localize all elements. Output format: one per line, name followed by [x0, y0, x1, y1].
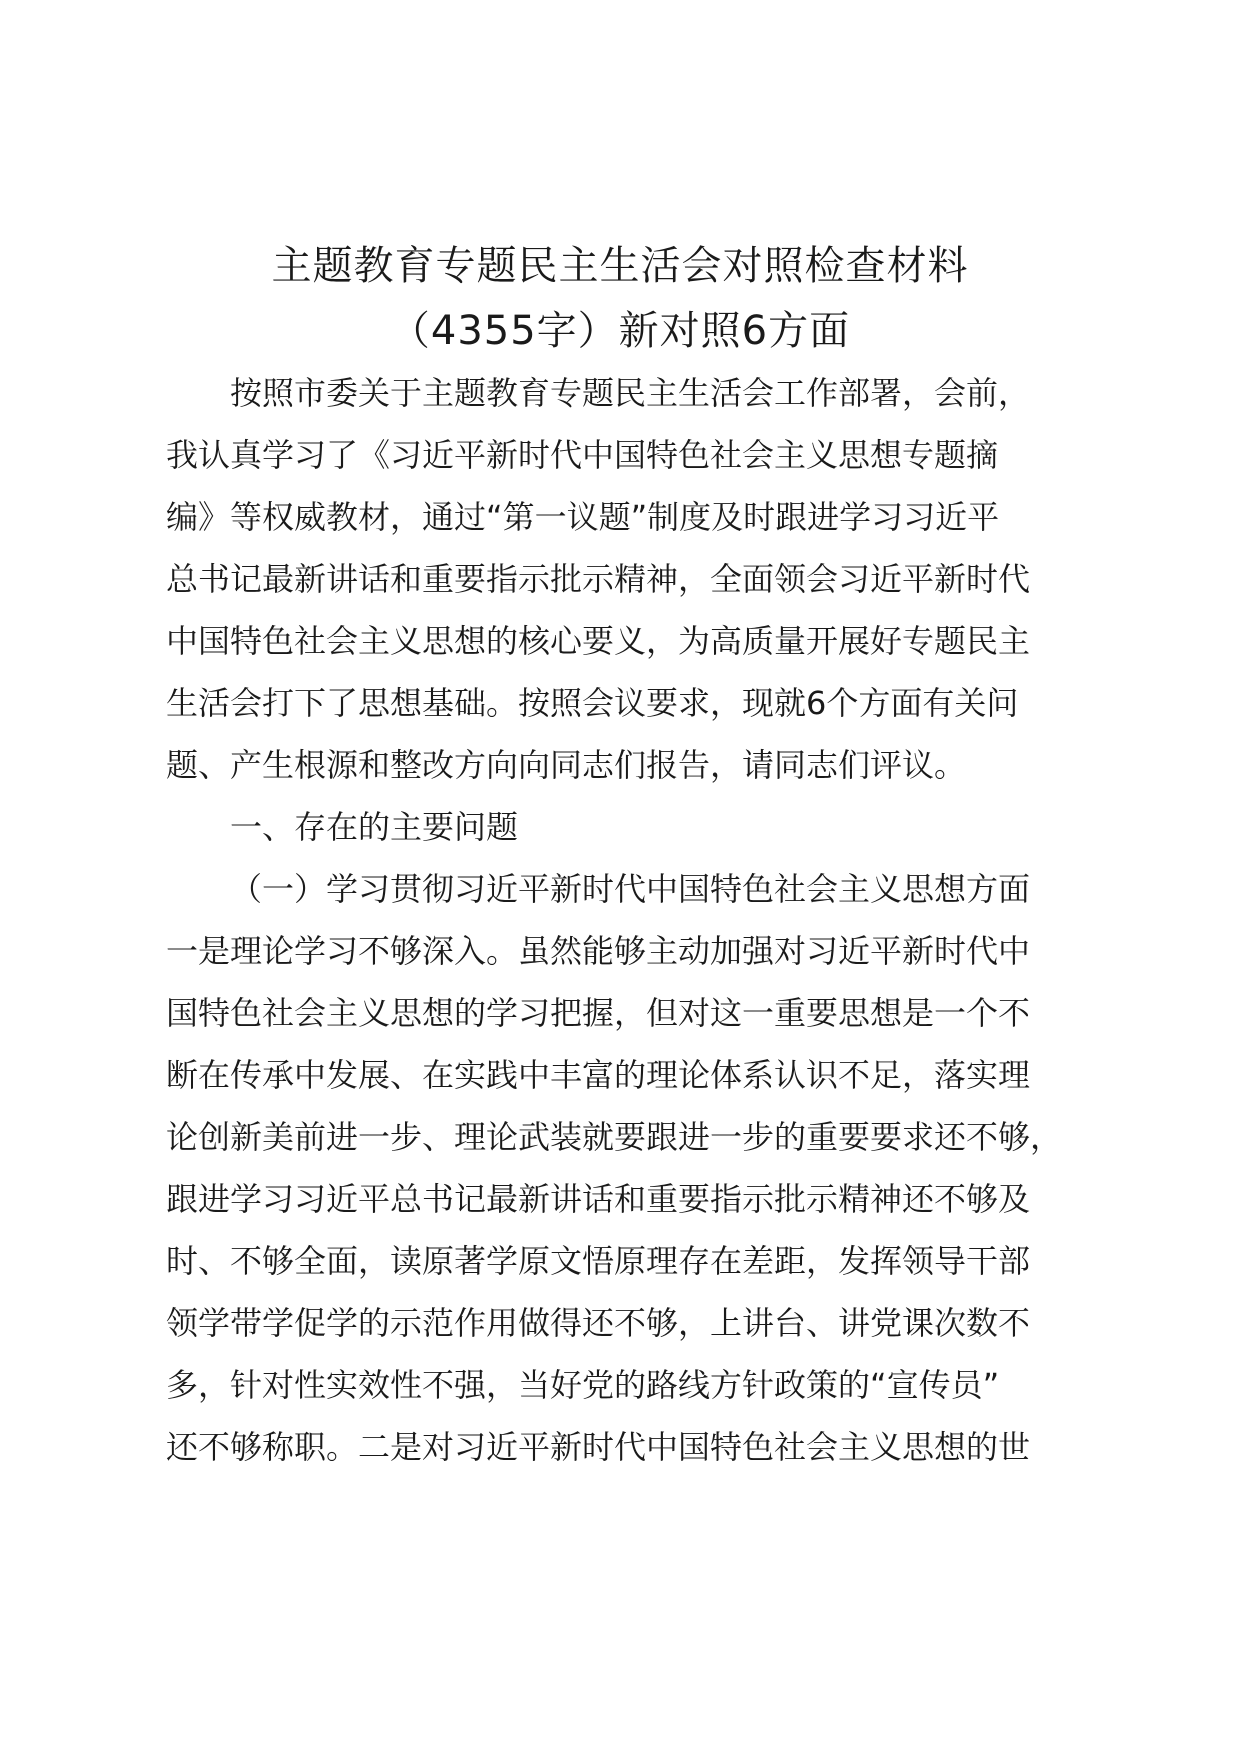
subsection-heading: （一）学习贯彻习近平新时代中国特色社会主义思想方面 — [230, 870, 1031, 908]
paragraph-line: 总书记最新讲话和重要指示批示精神，全面领会习近平新时代 — [166, 560, 1031, 598]
paragraph-line: 编》等权威教材，通过“第一议题”制度及时跟进学习习近平 — [166, 498, 1000, 536]
paragraph-line: 断在传承中发展、在实践中丰富的理论体系认识不足，落实理 — [166, 1056, 1031, 1094]
paragraph-line: 国特色社会主义思想的学习把握，但对这一重要思想是一个不 — [166, 994, 1031, 1032]
paragraph-line: 中国特色社会主义思想的核心要义，为高质量开展好专题民主 — [166, 622, 1031, 660]
paragraph-line: 还不够称职。二是对习近平新时代中国特色社会主义思想的世 — [166, 1428, 1031, 1466]
paragraph-line: 领学带学促学的示范作用做得还不够，上讲台、讲党课次数不 — [166, 1304, 1031, 1342]
paragraph-line: 题、产生根源和整改方向向同志们报告，请同志们评议。 — [166, 746, 967, 784]
paragraph-line: 多，针对性实效性不强，当好党的路线方针政策的“宣传员” — [166, 1366, 1000, 1404]
paragraph-line: 论创新美前进一步、理论武装就要跟进一步的重要要求还不够， — [166, 1118, 1063, 1156]
paragraph-line: 跟进学习习近平总书记最新讲话和重要指示批示精神还不够及 — [166, 1180, 1031, 1218]
paragraph-line: 一是理论学习不够深入。虽然能够主动加强对习近平新时代中 — [166, 932, 1031, 970]
paragraph-line: 生活会打下了思想基础。按照会议要求，现就6个方面有关问 — [166, 684, 1019, 722]
paragraph-line: 我认真学习了《习近平新时代中国特色社会主义思想专题摘 — [166, 436, 999, 474]
document-title-line-1: 主题教育专题民主生活会对照检查材料 — [271, 243, 969, 289]
section-heading: 一、存在的主要问题 — [230, 808, 519, 846]
document-title-line-2: （4355字）新对照6方面 — [389, 308, 851, 354]
paragraph-line: 时、不够全面，读原著学原文悟原理存在差距，发挥领导干部 — [166, 1242, 1031, 1280]
paragraph-line: 按照市委关于主题教育专题民主生活会工作部署，会前， — [230, 374, 1031, 412]
